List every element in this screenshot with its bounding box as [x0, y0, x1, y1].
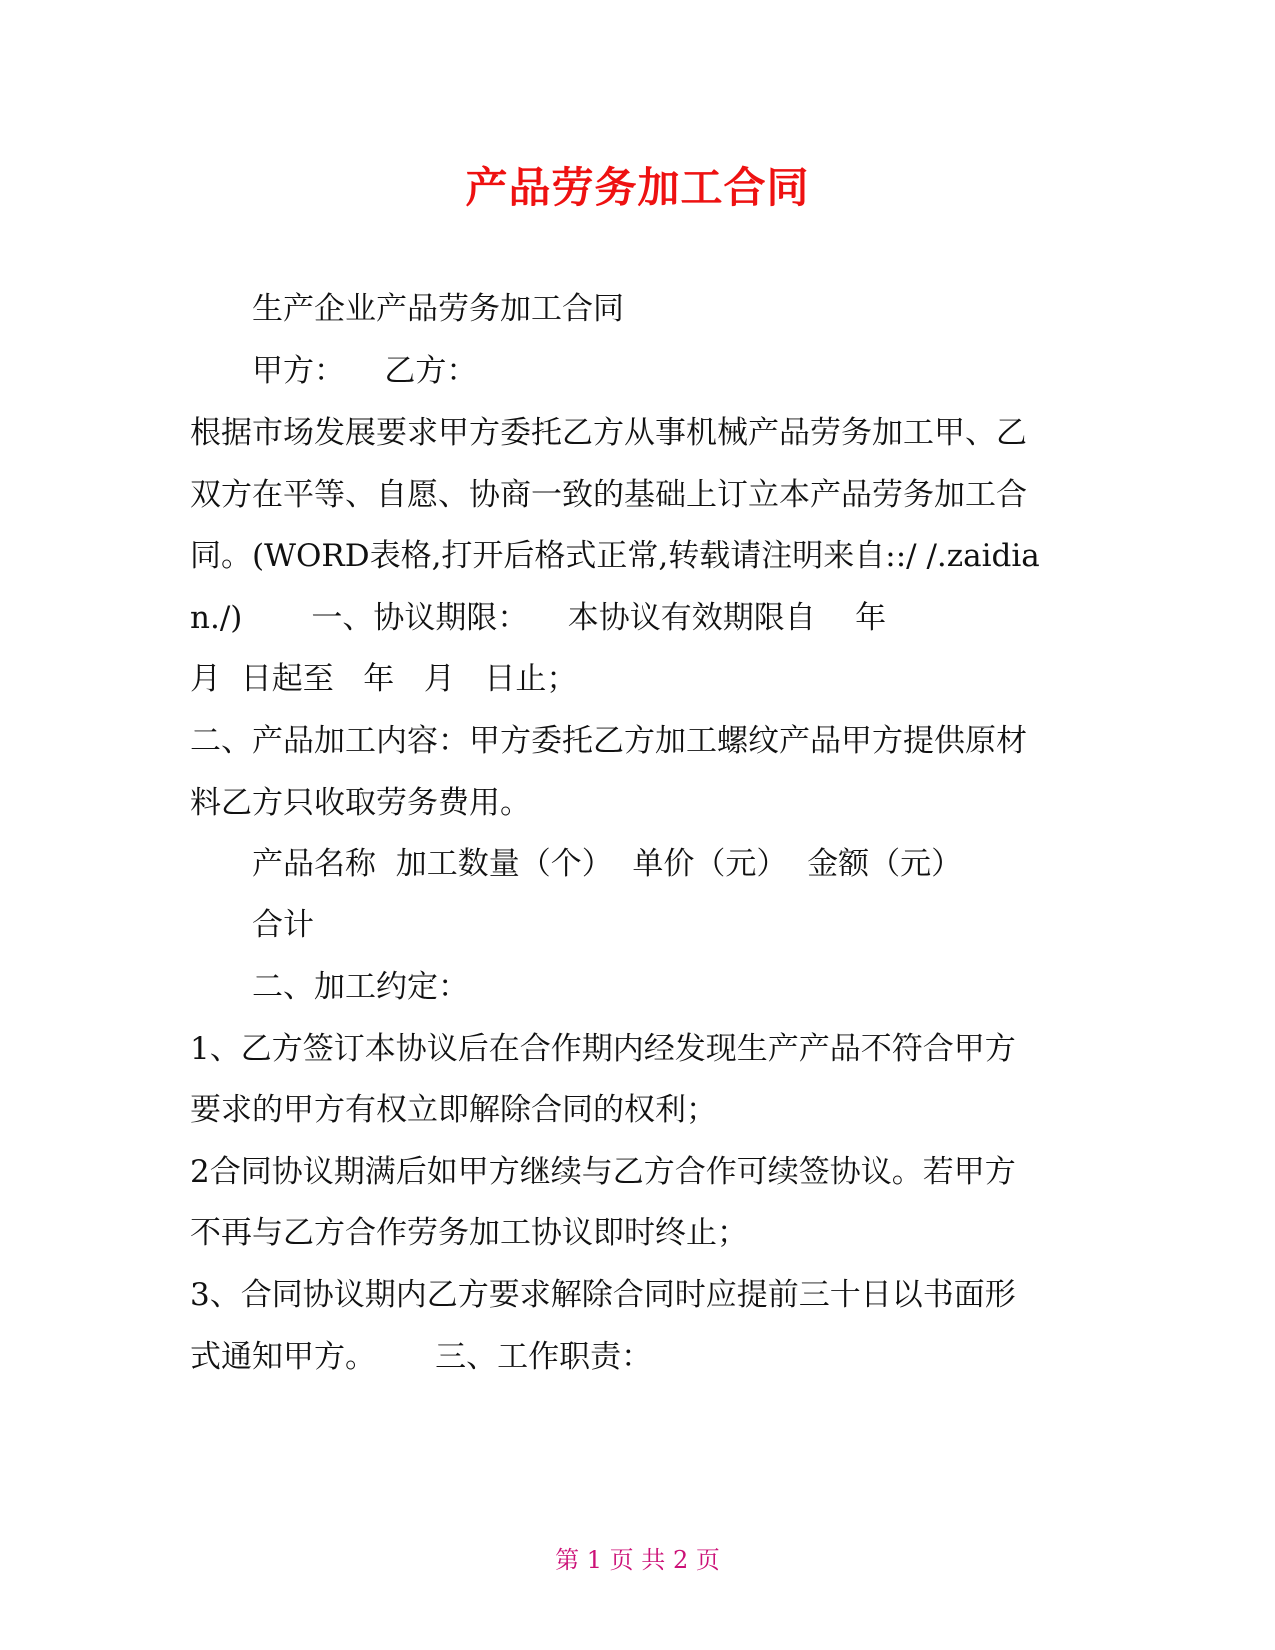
body-line: 1、乙方签订本协议后在合作期内经发现生产产品不符合甲方	[190, 1031, 1016, 1067]
body-line: n./) 一、协议期限： 本协议有效期限自 年	[190, 600, 887, 636]
subtitle-line: 生产企业产品劳务加工合同	[252, 291, 624, 327]
body-line: 要求的甲方有权立即解除合同的权利；	[190, 1092, 717, 1128]
body-line: 同。(WORD表格,打开后格式正常,转载请注明来自::/ /.zaidia	[190, 538, 1040, 574]
table-total-line: 合计	[252, 907, 314, 943]
document-title: 产品劳务加工合同	[465, 163, 810, 212]
body-line: 根据市场发展要求甲方委托乙方从事机械产品劳务加工甲、乙	[190, 415, 1027, 451]
table-header-line: 产品名称 加工数量（个） 单价（元） 金额（元）	[252, 846, 963, 882]
body-line: 3、合同协议期内乙方要求解除合同时应提前三十日以书面形	[190, 1277, 1016, 1313]
page-footer: 第 1 页 共 2 页	[555, 1546, 720, 1574]
body-line: 二、产品加工内容：甲方委托乙方加工螺纹产品甲方提供原材	[190, 723, 1027, 759]
body-line: 月 日起至 年 月 日止；	[190, 661, 578, 697]
body-line: 不再与乙方合作劳务加工协议即时终止；	[190, 1215, 748, 1251]
body-line: 式通知甲方。 三、工作职责：	[190, 1339, 653, 1375]
body-line: 双方在平等、自愿、协商一致的基础上订立本产品劳务加工合	[190, 477, 1027, 513]
body-line: 料乙方只收取劳务费用。	[190, 785, 531, 821]
section-heading: 二、加工约定：	[252, 969, 469, 1005]
body-line: 2合同协议期满后如甲方继续与乙方合作可续签协议。若甲方	[190, 1154, 1016, 1190]
parties-line: 甲方： 乙方：	[252, 353, 478, 389]
